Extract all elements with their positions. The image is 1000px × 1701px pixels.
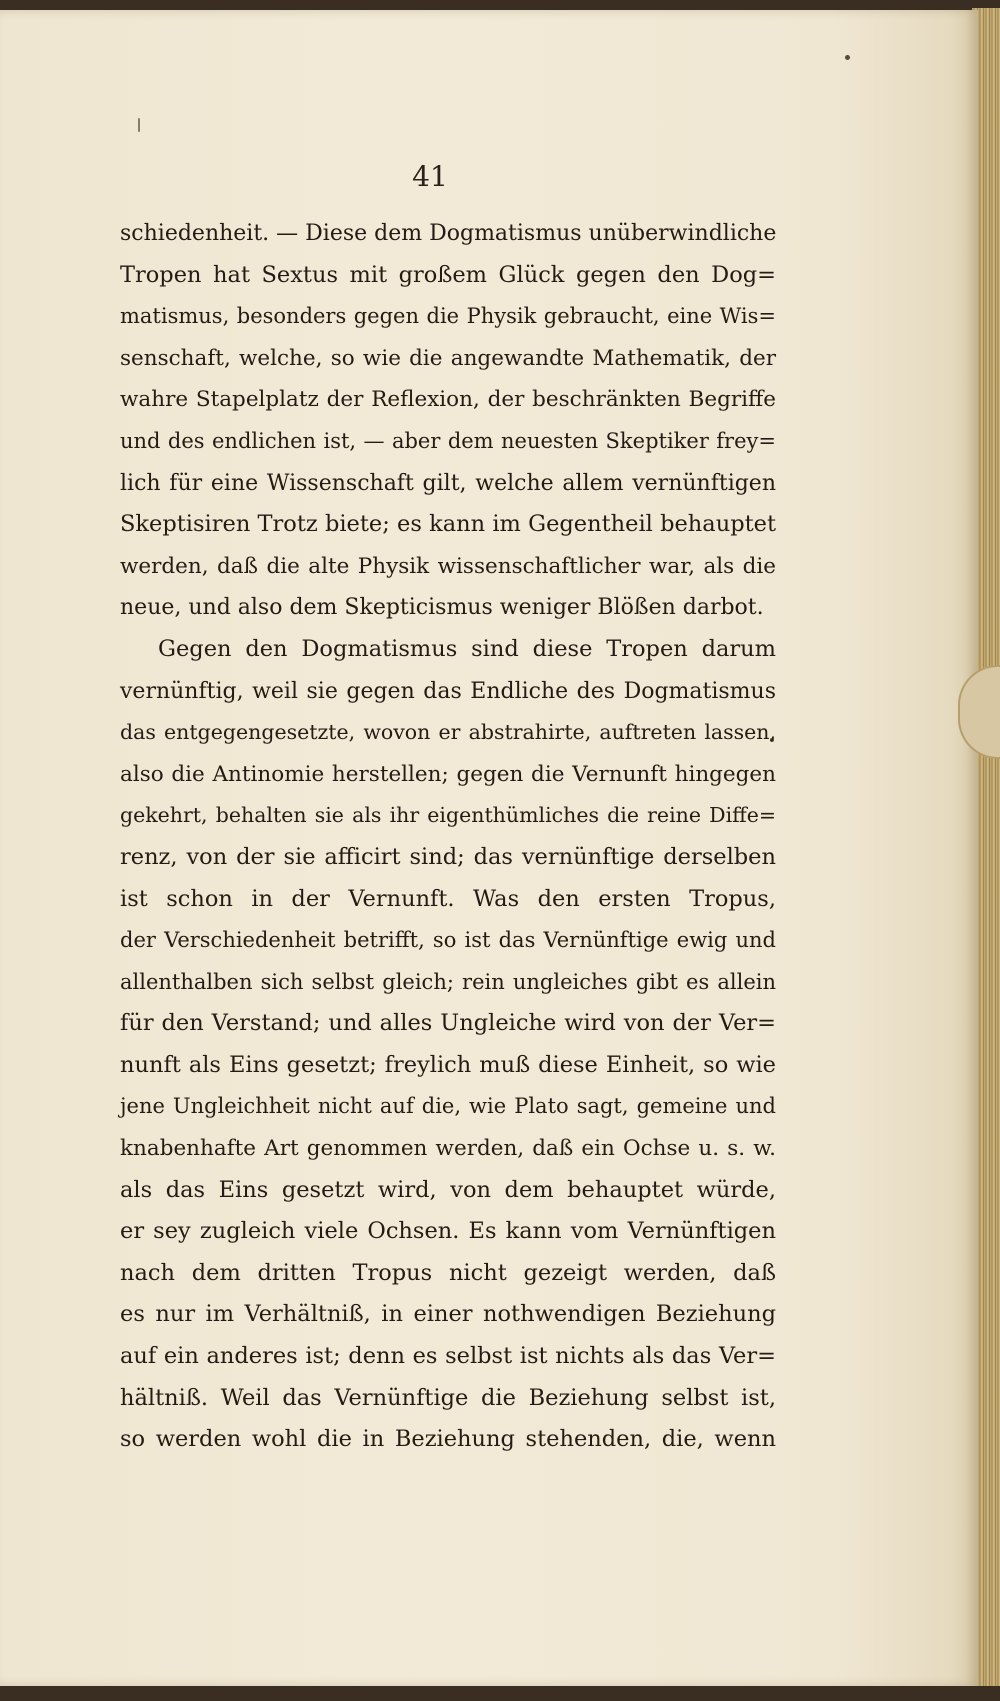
text-line: schiedenheit. — Diese dem Dogmatismus unüberwindliche bbox=[120, 221, 777, 246]
paper-speck bbox=[845, 55, 850, 60]
text-line: Tropen hat Sextus mit großem Glück gegen den Dog= bbox=[120, 261, 776, 288]
page-number: 41 bbox=[412, 160, 448, 193]
text-line: vernünftig, weil sie gegen das Endliche des Dogmatismus bbox=[120, 678, 776, 704]
text-line: so werden wohl die in Beziehung stehenden, die, wenn bbox=[120, 1426, 776, 1453]
text-line: jene Ungleichheit nicht auf die, wie Plato sagt, gemeine und bbox=[120, 1094, 776, 1119]
text-line: nach dem dritten Tropus nicht gezeigt werden, daß bbox=[120, 1259, 776, 1286]
scan-bottom-border bbox=[0, 1686, 1000, 1701]
text-line: es nur im Verhältniß, in einer nothwendigen Beziehung bbox=[120, 1301, 776, 1328]
text-line: senschaft, welche, so wie die angewandte Mathematik, der bbox=[120, 345, 776, 371]
text-line: also die Antinomie herstellen; gegen die Vernunft hingegen bbox=[120, 761, 776, 787]
text-line: er sey zugleich viele Ochsen. Es kann vom Vernünftigen bbox=[120, 1218, 776, 1245]
scan-top-border bbox=[0, 0, 1000, 10]
text-line: lich für eine Wissenschaft gilt, welche allem vernünftigen bbox=[120, 470, 776, 496]
text-line: knabenhafte Art genommen werden, daß ein Ochse u. s. w. bbox=[120, 1136, 776, 1162]
text-line: auf ein anderes ist; denn es selbst ist nichts als das Ver= bbox=[120, 1343, 776, 1370]
text-line: gekehrt, behalten sie als ihr eigenthümliches die reine Diffe= bbox=[120, 803, 776, 828]
text-line: allenthalben sich selbst gleich; rein ungleiches gibt es allein bbox=[120, 969, 776, 994]
text-line: nunft als Eins gesetzt; freylich muß diese Einheit, so wie bbox=[120, 1051, 776, 1078]
text-line: hältniß. Weil das Vernünftige die Beziehung selbst ist, bbox=[120, 1384, 776, 1411]
text-line: wahre Stapelplatz der Reflexion, der beschränkten Begriffe bbox=[120, 387, 776, 413]
text-line: für den Verstand; und alles Ungleiche wird von der Ver= bbox=[120, 1010, 776, 1037]
text-line: und des endlichen ist, — aber dem neuesten Skeptiker frey= bbox=[120, 428, 776, 453]
text-line: Skeptisiren Trotz biete; es kann im Gegentheil behauptet bbox=[120, 511, 776, 538]
text-line: ist schon in der Vernunft. Was den ersten Tropus, bbox=[120, 885, 776, 912]
text-line: matismus, besonders gegen die Physik gebraucht, eine Wis= bbox=[120, 304, 776, 329]
text-line: der Verschiedenheit betrifft, so ist das Vernünftige ewig und bbox=[120, 928, 776, 953]
text-line: als das Eins gesetzt wird, von dem behauptet würde, bbox=[120, 1176, 776, 1203]
body-text bbox=[120, 213, 776, 1461]
text-line: Gegen den Dogmatismus sind diese Tropen darum bbox=[158, 635, 776, 662]
text-line: werden, daß die alte Physik wissenschaftlicher war, als die bbox=[120, 553, 776, 579]
text-line: das entgegengesetzte, wovon er abstrahirte, auftreten lassen, bbox=[120, 720, 776, 745]
text-line: renz, von der sie afficirt sind; das vernünftige derselben bbox=[120, 843, 776, 870]
paper-mark bbox=[138, 118, 140, 132]
text-line: neue, und also dem Skepticismus weniger Blößen darbot. bbox=[120, 595, 764, 621]
